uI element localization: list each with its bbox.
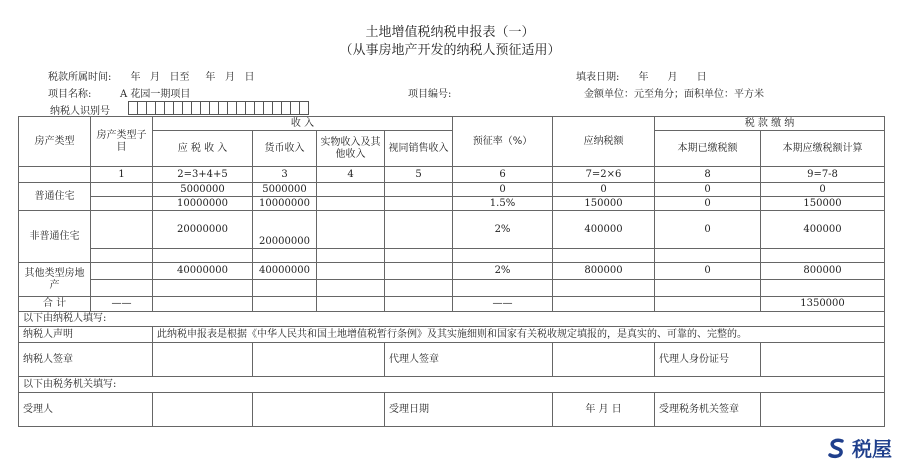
- header-subtype: 房产类型子目: [91, 117, 153, 167]
- type-other: 其他类型房地产: [19, 263, 91, 297]
- header-payable: 应纳税额: [553, 117, 655, 167]
- colnum: 1: [91, 167, 153, 183]
- declaration-table: [18, 116, 885, 427]
- header-paid: 本期已缴税额: [655, 131, 761, 167]
- total-row: 合 计 —— —— 1350000: [19, 297, 885, 312]
- fill-date: 填表日期: 年 月 日: [576, 72, 707, 83]
- agent-sign-label: 代理人签章: [385, 343, 553, 377]
- header-cash: 货币收入: [253, 131, 317, 167]
- declaration-label: 纳税人声明: [19, 327, 153, 343]
- watermark-text: 税屋: [852, 437, 892, 461]
- colnum: 4: [317, 167, 385, 183]
- colnum: 8: [655, 167, 761, 183]
- taxpayer-id-label: 纳税人识别号: [50, 106, 110, 117]
- table-row: 10000000 10000000 1.5% 150000 0 150000: [19, 197, 885, 211]
- receiver-label: 受理人: [19, 393, 153, 427]
- header-tax: 税 款 缴 纳: [655, 117, 885, 131]
- form-subtitle: （从事房地产开发的纳税人预征适用）: [339, 43, 561, 58]
- office-sign-field[interactable]: [761, 393, 885, 427]
- table-row: 非普通住宅 20000000 20000000 2% 400000 0 400000: [19, 211, 885, 249]
- taxpayer-sign-label: 纳税人签章: [19, 343, 153, 377]
- colnum: 5: [385, 167, 453, 183]
- receiver-field[interactable]: [153, 393, 253, 427]
- taxpayer-sign-field[interactable]: [153, 343, 253, 377]
- project-name-label: 项目名称:: [48, 89, 92, 100]
- office-sign-label: 受理税务机关签章: [655, 393, 761, 427]
- total-value[interactable]: 1350000: [761, 297, 885, 312]
- type-ordinary: 普通住宅: [19, 183, 91, 211]
- project-number: 项目编号:: [408, 89, 452, 100]
- table-row: [19, 280, 885, 297]
- agent-sign-field[interactable]: [253, 343, 385, 377]
- agent-id-label: 代理人身份证号: [655, 343, 761, 377]
- table-row: 普通住宅 5000000 5000000 0 0 0 0: [19, 183, 885, 197]
- header-inkind: 实物收入及其他收入: [317, 131, 385, 167]
- receive-date-label: 受理日期: [385, 393, 553, 427]
- table-row: [19, 249, 885, 263]
- type-nonordinary: 非普通住宅: [19, 211, 91, 263]
- colnum: 7=2×6: [553, 167, 655, 183]
- header-income: 收 入: [153, 117, 453, 131]
- header-rate: 预征率（%）: [453, 117, 553, 167]
- colnum: 6: [453, 167, 553, 183]
- total-label: 合 计: [19, 297, 91, 312]
- header-taxable: 应 税 收 入: [153, 131, 253, 167]
- table-row: 其他类型房地产 40000000 40000000 2% 800000 0 800000: [19, 263, 885, 280]
- colnum: 9=7-8: [761, 167, 885, 183]
- project-name: A 花园一期项目: [120, 89, 191, 100]
- agent-id-field[interactable]: [761, 343, 885, 377]
- colnum: 3: [253, 167, 317, 183]
- header-type: 房产类型: [19, 117, 91, 167]
- watermark-logo-icon: [826, 437, 848, 459]
- header-deemed: 视同销售收入: [385, 131, 453, 167]
- tax-period: 税款所属时间: 年 月 日至 年 月 日: [48, 72, 255, 83]
- form-title: 土地增值税纳税申报表（一）: [365, 25, 535, 40]
- authority-section: 以下由税务机关填写:: [19, 377, 885, 393]
- taxpayer-id-boxes[interactable]: [128, 101, 309, 115]
- taxpayer-section: 以下由纳税人填写:: [19, 312, 885, 327]
- column-numbers-row: [19, 167, 885, 183]
- colnum: 2=3+4+5: [153, 167, 253, 183]
- header-due: 本期应缴税额计算: [761, 131, 885, 167]
- units-note: 金额单位：元至角分；面积单位：平方米: [584, 89, 764, 100]
- declaration-text: 此纳税申报表是根据《中华人民共和国土地增值税暂行条例》及其实施细则和国家有关税收规定填报的，是真实的、可靠的、完整的。: [153, 327, 885, 343]
- receive-date-field[interactable]: 年 月 日: [553, 393, 655, 427]
- watermark: [826, 433, 892, 462]
